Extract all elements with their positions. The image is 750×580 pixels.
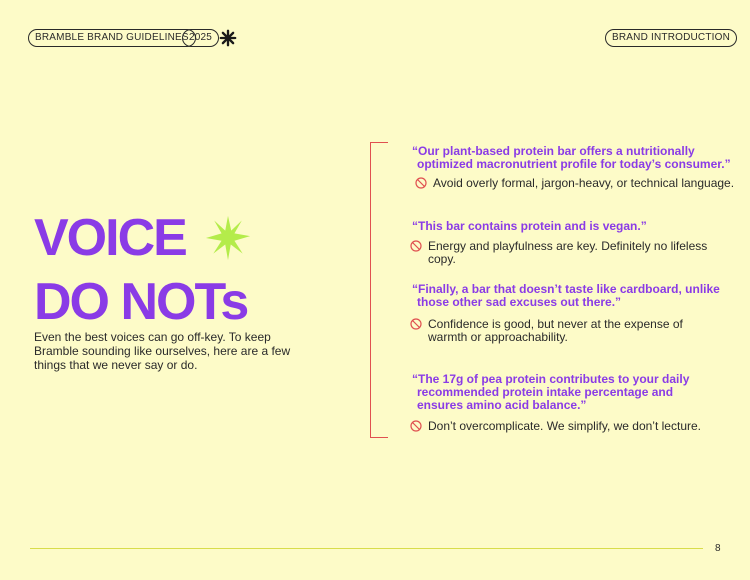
guidelines-pill: BRAMBLE BRAND GUIDELINES	[28, 29, 196, 47]
donot-note-2	[410, 240, 730, 266]
donot-quote-2: “This bar contains protein and is vegan.”	[412, 219, 647, 233]
page-number: 8	[715, 543, 721, 554]
donot-quote-3: “Finally, a bar that doesn’t taste like cardboard, unlike those other sad excuses out there.”	[412, 282, 720, 309]
ban-icon	[410, 318, 422, 330]
title-line-voice: VOICE	[34, 209, 186, 267]
section-pill: BRAND INTRODUCTION	[605, 29, 737, 47]
ban-icon	[410, 240, 422, 252]
donot-quote-1: “Our plant-based protein bar offers a nutritionally optimized macronutrient profile for today’s consumer.”	[412, 144, 731, 171]
donot-note-3	[410, 318, 710, 344]
donot-note-1	[415, 177, 735, 190]
intro-paragraph: Even the best voices can go off-key. To keep Bramble sounding like ourselves, here are a few things that we never say or do.	[34, 330, 291, 372]
donot-note-4	[410, 420, 730, 433]
red-bracket	[370, 142, 388, 438]
donot-note-text: Confidence is good, but never at the expense of warmth or approachability.	[428, 317, 683, 344]
donot-quote-4: “The 17g of pea protein contributes to your daily recommended protein intake percentage and ensures amino acid balance.”	[412, 372, 690, 412]
ban-icon	[410, 420, 422, 432]
year-pill: 2025	[182, 29, 219, 47]
donot-note-text: Don’t overcomplicate. We simplify, we don’t lecture.	[428, 419, 701, 433]
burst-star-icon	[205, 215, 251, 261]
title-line-donots: DO NOTs	[34, 273, 248, 331]
asterisk-star-icon	[219, 29, 237, 47]
ban-icon	[415, 177, 427, 189]
donot-note-text: Energy and playfulness are key. Definitely no lifeless copy.	[428, 239, 708, 266]
footer-divider	[30, 548, 703, 549]
donot-note-text: Avoid overly formal, jargon-heavy, or technical language.	[433, 176, 735, 190]
